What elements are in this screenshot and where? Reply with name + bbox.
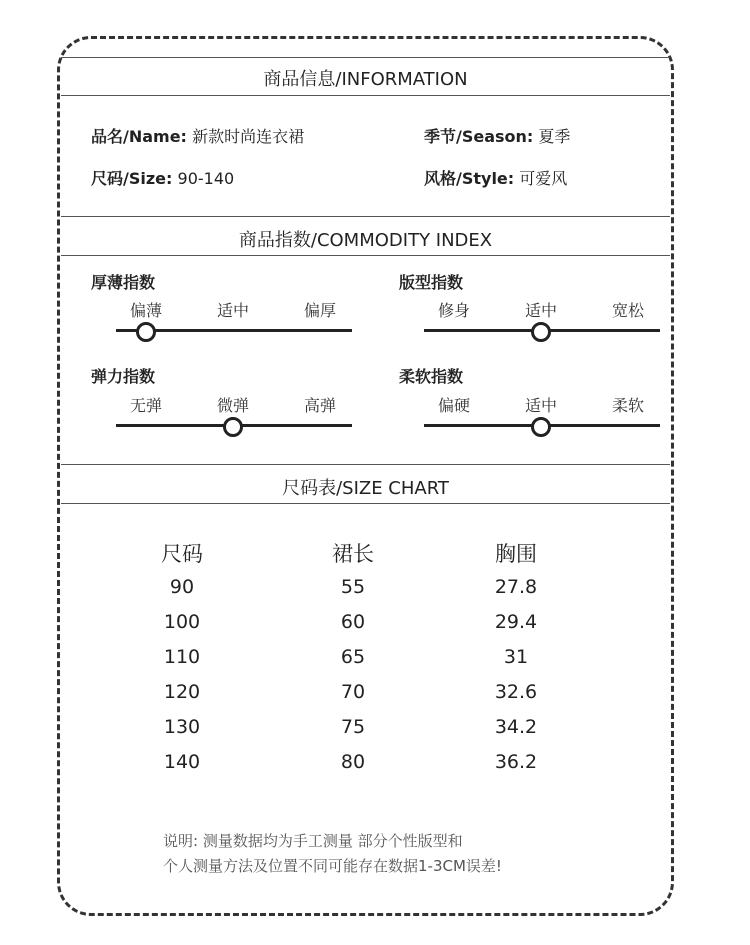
name-label: 品名/Name:	[91, 127, 187, 146]
table-cell-bust: 32.6	[494, 681, 538, 703]
header-dress-length: 裙长	[332, 542, 374, 566]
thickness-option: 偏薄	[129, 301, 162, 320]
softness-scale-title: 柔软指数	[399, 367, 464, 386]
fit-option: 修身	[437, 301, 470, 320]
divider	[61, 95, 670, 96]
name-value: 新款时尚连衣裙	[192, 127, 305, 146]
note-line-1: 说明: 测量数据均为手工测量 部分个性版型和	[163, 832, 463, 850]
size-chart-title: 尺码表/SIZE CHART	[282, 478, 449, 499]
table-cell-length: 80	[340, 751, 366, 773]
information-title: 商品信息/INFORMATION	[263, 69, 468, 90]
thickness-scale-knob	[136, 322, 156, 342]
table-cell-bust: 31	[503, 646, 529, 668]
header-size: 尺码	[161, 542, 203, 566]
table-cell-bust: 34.2	[494, 716, 538, 738]
size-value: 90-140	[177, 169, 235, 188]
commodity-index-title: 商品指数/COMMODITY INDEX	[238, 230, 493, 251]
name-field	[91, 124, 304, 147]
elasticity-option: 高弹	[303, 396, 336, 415]
divider	[61, 503, 670, 504]
divider	[61, 464, 670, 465]
table-cell-size: 140	[163, 751, 201, 773]
size-label: 尺码/Size:	[91, 169, 173, 188]
season-field	[424, 124, 570, 147]
table-cell-length: 60	[340, 611, 366, 633]
table-cell-length: 55	[340, 576, 366, 598]
elasticity-scale-knob	[223, 417, 243, 437]
thickness-scale-title: 厚薄指数	[91, 273, 156, 292]
season-value: 夏季	[538, 127, 571, 146]
table-cell-bust: 29.4	[494, 611, 538, 633]
style-field	[424, 166, 567, 189]
fit-scale-knob	[531, 322, 551, 342]
table-cell-length: 75	[340, 716, 366, 738]
elasticity-scale-title: 弹力指数	[91, 367, 156, 386]
size-field	[91, 166, 234, 189]
fit-option: 宽松	[611, 301, 644, 320]
divider	[61, 216, 670, 217]
table-cell-size: 130	[163, 716, 201, 738]
fit-scale-title: 版型指数	[399, 273, 464, 292]
softness-option: 适中	[524, 396, 557, 415]
elasticity-option: 无弹	[129, 396, 162, 415]
table-cell-size: 120	[163, 681, 201, 703]
style-value: 可爱风	[519, 169, 568, 188]
season-label: 季节/Season:	[424, 127, 534, 146]
table-cell-size: 110	[163, 646, 201, 668]
table-cell-bust: 36.2	[494, 751, 538, 773]
table-cell-bust: 27.8	[494, 576, 538, 598]
table-cell-length: 65	[340, 646, 366, 668]
divider	[61, 57, 670, 58]
softness-option: 偏硬	[437, 396, 470, 415]
style-label: 风格/Style:	[424, 169, 515, 188]
elasticity-option: 微弹	[216, 396, 249, 415]
table-cell-length: 70	[340, 681, 366, 703]
header-bust: 胸围	[495, 542, 537, 566]
table-cell-size: 90	[169, 576, 195, 598]
thickness-option: 偏厚	[303, 301, 336, 320]
note-line-2: 个人测量方法及位置不同可能存在数据1-3CM误差!	[163, 857, 502, 875]
softness-scale-knob	[531, 417, 551, 437]
softness-option: 柔软	[611, 396, 644, 415]
divider	[61, 255, 670, 256]
thickness-option: 适中	[216, 301, 249, 320]
table-cell-size: 100	[163, 611, 201, 633]
fit-option: 适中	[524, 301, 557, 320]
